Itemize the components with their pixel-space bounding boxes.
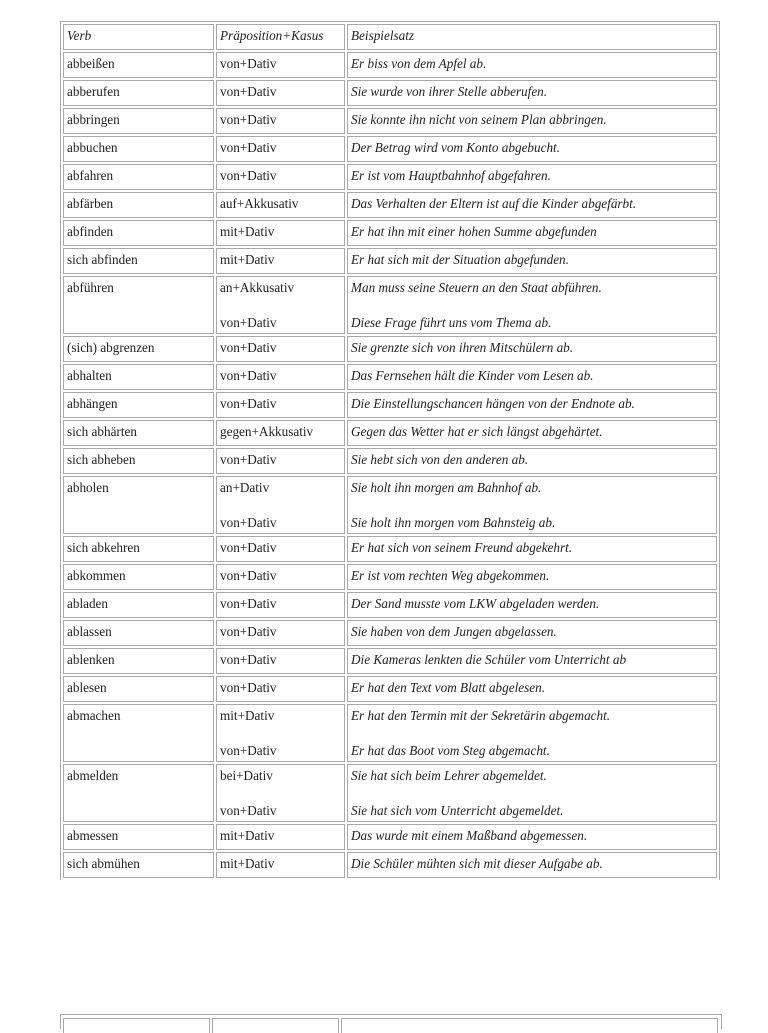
example-cell: [347, 136, 717, 162]
preposition-case: von+Dativ: [220, 803, 277, 818]
example-cell: [347, 108, 717, 134]
preposition-case: mit+Dativ: [220, 224, 275, 239]
example-cell: [347, 420, 717, 446]
preposition-case: von+Dativ: [220, 568, 277, 583]
preposition-case: gegen+Akkusativ: [220, 424, 314, 439]
example-sentence: Er hat ihn mit einer hohen Summe abgefunden: [351, 224, 597, 239]
example-cell: [347, 248, 717, 274]
table-row: [63, 192, 717, 218]
example-sentence: Er hat das Boot vom Steg abgemacht.: [351, 743, 550, 758]
verb-cell: sich abkehren: [63, 536, 214, 562]
preposition-cell: [216, 476, 345, 534]
preposition-case: an+Akkusativ: [220, 280, 295, 295]
preposition-case: mit+Dativ: [220, 828, 275, 843]
preposition-case: mit+Dativ: [220, 708, 275, 723]
example-cell: [347, 220, 717, 246]
table-row: [63, 648, 717, 674]
preposition-case: von+Dativ: [220, 624, 277, 639]
table-row: [63, 824, 717, 850]
example-cell: [347, 676, 717, 702]
example-sentence: Er biss von dem Apfel ab.: [351, 56, 487, 71]
example-sentence: Sie holt ihn morgen am Bahnhof ab.: [351, 480, 542, 495]
verb-cell: abladen: [63, 592, 214, 618]
example-sentence: Er ist vom rechten Weg abgekommen.: [351, 568, 550, 583]
preposition-case: mit+Dativ: [220, 856, 275, 871]
preposition-case: von+Dativ: [220, 515, 277, 530]
example-cell: [347, 448, 717, 474]
example-sentence: Sie wurde von ihrer Stelle abberufen.: [351, 84, 548, 99]
table-row: [63, 276, 717, 334]
table-row: [63, 336, 717, 362]
verb-cell: (sich) abgrenzen: [63, 336, 214, 362]
example-cell: [347, 392, 717, 418]
verb-cell: ablenken: [63, 648, 214, 674]
example-sentence: Sie holt ihn morgen vom Bahnsteig ab.: [351, 515, 556, 530]
preposition-case: mit+Dativ: [220, 252, 275, 267]
verb-cell: abführen: [63, 276, 214, 334]
preposition-case: von+Dativ: [220, 743, 277, 758]
table-row: [63, 248, 717, 274]
example-sentence: Sie grenzte sich von ihren Mitschülern ab.: [351, 340, 574, 355]
preposition-cell: [216, 136, 345, 162]
preposition-case: von+Dativ: [220, 368, 277, 383]
table-row: [63, 364, 717, 390]
preposition-cell: [216, 592, 345, 618]
preposition-cell: [216, 852, 345, 878]
example-sentence: Er hat sich mit der Situation abgefunden.: [351, 252, 569, 267]
verb-cell: abmessen: [63, 824, 214, 850]
preposition-cell: [216, 420, 345, 446]
preposition-case: von+Dativ: [220, 452, 277, 467]
preposition-cell: [216, 52, 345, 78]
preposition-cell: [216, 192, 345, 218]
table-row: [63, 392, 717, 418]
header-verb: Verb: [63, 24, 214, 50]
next-table-top-edge: [60, 1014, 722, 1029]
example-cell: [347, 648, 717, 674]
example-cell: [347, 276, 717, 334]
table-header-row: [63, 24, 717, 50]
preposition-case: von+Dativ: [220, 84, 277, 99]
example-cell: [347, 852, 717, 878]
table-row: [63, 136, 717, 162]
example-cell: [347, 52, 717, 78]
preposition-case: an+Dativ: [220, 480, 270, 495]
example-cell: [347, 592, 717, 618]
table-body: [63, 52, 717, 878]
example-cell: [347, 620, 717, 646]
example-cell: [347, 824, 717, 850]
preposition-case: von+Dativ: [220, 315, 277, 330]
verb-cell: abhalten: [63, 364, 214, 390]
verb-cell: abfinden: [63, 220, 214, 246]
example-sentence: Sie konnte ihn nicht von seinem Plan abbringen.: [351, 112, 607, 127]
preposition-cell: [216, 80, 345, 106]
table-row: [63, 80, 717, 106]
table-row: [63, 476, 717, 534]
verb-preposition-table: [60, 21, 720, 880]
example-cell: [347, 364, 717, 390]
example-cell: [347, 764, 717, 822]
verb-cell: abfahren: [63, 164, 214, 190]
example-sentence: Das Verhalten der Eltern ist auf die Kinder abgefärbt.: [351, 196, 637, 211]
table-row: [63, 564, 717, 590]
example-cell: [347, 80, 717, 106]
table-row: [63, 220, 717, 246]
example-cell: [347, 192, 717, 218]
verb-cell: abholen: [63, 476, 214, 534]
preposition-case: von+Dativ: [220, 540, 277, 555]
table-row: [63, 620, 717, 646]
next-table-cell: [63, 1018, 210, 1033]
example-sentence: Er ist vom Hauptbahnhof abgefahren.: [351, 168, 551, 183]
preposition-cell: [216, 704, 345, 762]
table-row: [63, 448, 717, 474]
verb-cell: abbuchen: [63, 136, 214, 162]
example-sentence: Sie haben von dem Jungen abgelassen.: [351, 624, 557, 639]
example-cell: [347, 164, 717, 190]
preposition-cell: [216, 536, 345, 562]
verb-cell: sich abhärten: [63, 420, 214, 446]
preposition-cell: [216, 824, 345, 850]
example-sentence: Das Fernsehen hält die Kinder vom Lesen ab.: [351, 368, 594, 383]
preposition-cell: [216, 336, 345, 362]
table-row: [63, 420, 717, 446]
preposition-cell: [216, 564, 345, 590]
example-sentence: Sie hebt sich von den anderen ab.: [351, 452, 529, 467]
verb-cell: abhängen: [63, 392, 214, 418]
verb-cell: abbringen: [63, 108, 214, 134]
example-sentence: Er hat den Termin mit der Sekretärin abgemacht.: [351, 708, 611, 723]
verb-cell: sich abheben: [63, 448, 214, 474]
preposition-case: von+Dativ: [220, 652, 277, 667]
example-sentence: Die Schüler mühten sich mit dieser Aufgabe ab.: [351, 856, 603, 871]
preposition-case: von+Dativ: [220, 340, 277, 355]
example-cell: [347, 564, 717, 590]
table-row: [63, 592, 717, 618]
verb-cell: abkommen: [63, 564, 214, 590]
example-cell: [347, 536, 717, 562]
example-sentence: Man muss seine Steuern an den Staat abführen.: [351, 280, 602, 295]
verb-cell: abmelden: [63, 764, 214, 822]
preposition-case: bei+Dativ: [220, 768, 273, 783]
table-row: [63, 704, 717, 762]
preposition-cell: [216, 620, 345, 646]
preposition-cell: [216, 164, 345, 190]
header-preposition-case: Präposition+Kasus: [216, 24, 345, 50]
next-table-cell: [212, 1018, 339, 1033]
table-row: [63, 108, 717, 134]
verb-cell: sich abmühen: [63, 852, 214, 878]
preposition-case: von+Dativ: [220, 168, 277, 183]
verb-cell: ablassen: [63, 620, 214, 646]
table-row: [63, 536, 717, 562]
preposition-cell: [216, 248, 345, 274]
preposition-case: von+Dativ: [220, 140, 277, 155]
preposition-case: von+Dativ: [220, 596, 277, 611]
example-cell: [347, 336, 717, 362]
verb-cell: abberufen: [63, 80, 214, 106]
preposition-cell: [216, 648, 345, 674]
preposition-cell: [216, 392, 345, 418]
preposition-cell: [216, 764, 345, 822]
example-sentence: Er hat den Text vom Blatt abgelesen.: [351, 680, 545, 695]
next-table-cell: [341, 1018, 718, 1033]
table-row: [63, 52, 717, 78]
table-row: [63, 764, 717, 822]
verb-cell: abbeißen: [63, 52, 214, 78]
preposition-cell: [216, 676, 345, 702]
preposition-cell: [216, 220, 345, 246]
preposition-case: auf+Akkusativ: [220, 196, 299, 211]
example-sentence: Sie hat sich beim Lehrer abgemeldet.: [351, 768, 547, 783]
example-sentence: Der Betrag wird vom Konto abgebucht.: [351, 140, 561, 155]
verb-cell: ablesen: [63, 676, 214, 702]
table-row: [63, 676, 717, 702]
example-sentence: Sie hat sich vom Unterricht abgemeldet.: [351, 803, 564, 818]
preposition-cell: [216, 448, 345, 474]
table-row: [63, 164, 717, 190]
preposition-cell: [216, 364, 345, 390]
preposition-cell: [216, 108, 345, 134]
preposition-case: von+Dativ: [220, 112, 277, 127]
example-sentence: Das wurde mit einem Maßband abgemessen.: [351, 828, 588, 843]
example-sentence: Die Einstellungschancen hängen von der Endnote ab.: [351, 396, 635, 411]
example-sentence: Er hat sich von seinem Freund abgekehrt.: [351, 540, 573, 555]
header-example-sentence: Beispielsatz: [347, 24, 717, 50]
example-sentence: Gegen das Wetter hat er sich längst abgehärtet.: [351, 424, 603, 439]
example-cell: [347, 476, 717, 534]
example-cell: [347, 704, 717, 762]
verb-cell: abmachen: [63, 704, 214, 762]
verb-cell: sich abfinden: [63, 248, 214, 274]
preposition-case: von+Dativ: [220, 56, 277, 71]
example-sentence: Die Kameras lenkten die Schüler vom Unterricht ab: [351, 652, 627, 667]
verb-cell: abfärben: [63, 192, 214, 218]
example-sentence: Diese Frage führt uns vom Thema ab.: [351, 315, 552, 330]
preposition-case: von+Dativ: [220, 396, 277, 411]
preposition-cell: [216, 276, 345, 334]
example-sentence: Der Sand musste vom LKW abgeladen werden.: [351, 596, 600, 611]
preposition-case: von+Dativ: [220, 680, 277, 695]
table-row: [63, 852, 717, 878]
